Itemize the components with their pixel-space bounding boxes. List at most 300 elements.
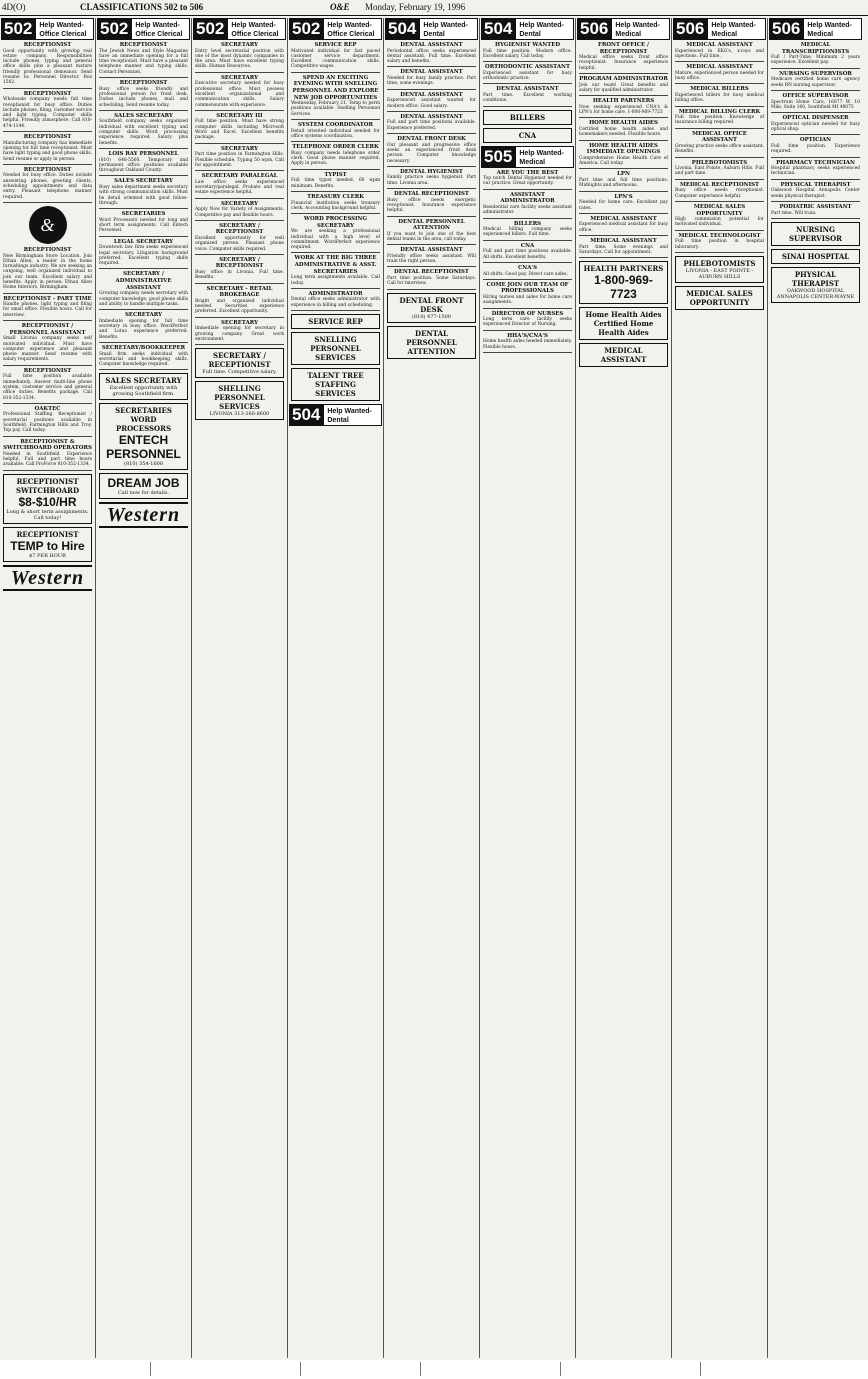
ad-title: SECRETARY <box>221 74 258 81</box>
ad-divider <box>99 208 188 209</box>
ad-title: WORD PROCESSING SECRETARY <box>303 216 368 229</box>
classified-column <box>193 18 286 1358</box>
ad-divider <box>195 72 284 73</box>
classified-ad <box>291 42 380 70</box>
column-divider <box>479 18 480 1358</box>
ad-body: Small Livonia company seeks self motivated individual. Must have computer experience and pleasant phone manner. Send resume with salary requirements. <box>3 336 92 363</box>
registration-mark <box>420 1362 427 1376</box>
ad-title: OFFICE SUPERVISOR <box>782 92 849 99</box>
section-number: 506 <box>673 18 707 40</box>
display-ad-heading: HEALTH PARTNERS <box>583 264 664 274</box>
ad-divider <box>579 117 668 118</box>
ad-title: MEDICAL OFFICE ASSISTANT <box>692 130 747 144</box>
classified-ad <box>99 113 188 146</box>
ad-body: Detail oriented individual needed for office systems coordination. <box>291 128 380 139</box>
paper-name: O&E <box>330 2 350 12</box>
ad-body: Full time position. Experience required. <box>771 143 860 155</box>
display-ad-text: (810) 477-1500 <box>412 313 451 320</box>
classified-ad <box>3 406 92 434</box>
classified-ad <box>195 286 284 315</box>
ad-divider <box>579 95 668 96</box>
ad-divider <box>579 168 668 169</box>
ad-body: Home health aides needed immediately. Flexible hours. <box>483 339 573 350</box>
ad-title: DENTAL ASSISTANT <box>400 113 463 120</box>
ad-divider <box>579 73 668 74</box>
ad-divider <box>579 235 668 236</box>
classified-ad <box>99 239 188 267</box>
ad-body: Busy office needs receptionist. Computer experience helpful. <box>675 188 764 199</box>
classified-column <box>97 18 190 1358</box>
classified-ad <box>99 345 188 367</box>
section-label: Help Wanted-Dental <box>419 18 478 40</box>
ad-title: HOME HEALTH AIDES <box>589 120 658 127</box>
ad-divider <box>387 166 476 167</box>
classified-ad <box>291 144 380 166</box>
classified-column <box>385 18 478 1358</box>
ad-title: MEDICAL TRANSCRIPTIONISTS <box>781 42 850 55</box>
ad-title: SECRETARY <box>221 145 258 152</box>
ad-title: HYGIENIST WANTED <box>494 42 561 48</box>
ad-title: SECRETARY / RECEPTIONIST <box>215 256 264 270</box>
section-label: Help Wanted-Medical <box>707 18 766 40</box>
ad-divider <box>99 369 188 370</box>
ad-title: NURSING SUPERVISOR <box>779 70 852 77</box>
ad-divider <box>483 240 572 241</box>
classified-ad <box>195 42 284 70</box>
registration-mark <box>560 1362 567 1376</box>
ad-body: Friendly office seeks assistant. Will train the right person. <box>387 253 476 265</box>
display-ad-heading: SERVICE REP <box>308 317 363 327</box>
ad-body: Needed for busy office. Duties include answering phones, greeting clients, scheduling appointments and data entry. Pleasant telephone manner required. <box>3 173 92 200</box>
ad-divider <box>195 110 284 111</box>
classified-ad <box>291 75 380 117</box>
ad-title: MEDICAL TECHNOLOGIST <box>678 232 761 239</box>
ad-divider <box>99 148 188 149</box>
display-ad-box <box>771 249 860 264</box>
classified-ad <box>195 146 284 168</box>
ad-body: Spectrum Home Care, 16877 W. 10 Mile, Suite 100, Southfield MI 48075 <box>771 99 860 110</box>
ad-divider <box>291 169 380 170</box>
ad-divider <box>771 201 860 202</box>
page-header <box>0 0 868 14</box>
ad-title: DIRECTOR OF NURSES <box>491 310 564 317</box>
display-ad-box <box>195 381 284 420</box>
classified-column <box>769 18 862 1358</box>
ad-divider <box>483 262 572 263</box>
ad-title: SECRETARY <box>221 200 258 207</box>
display-ad-text: LIVONIA 313-266-8600 <box>209 411 270 418</box>
ad-divider <box>195 283 284 284</box>
display-ad-box <box>579 307 668 340</box>
display-ad-text: (810) 354-1600 <box>124 461 163 468</box>
classified-ad <box>387 219 476 243</box>
ad-body: Residential care facility seeks assistant administrator. <box>483 204 572 216</box>
classified-ad <box>675 131 764 155</box>
classified-ad <box>291 291 380 308</box>
classified-ad <box>3 134 92 162</box>
classified-ad <box>771 204 860 216</box>
display-ad-headline: DREAM JOB <box>107 476 180 491</box>
classified-ad <box>771 93 860 110</box>
display-ad-text: OAKWOOD HOSPITAL ANNAPOLIS CENTER-WAYNE <box>776 287 855 300</box>
ad-body: Long term assignments available. Call today. <box>291 275 380 286</box>
ad-divider <box>195 344 284 345</box>
classified-ad <box>99 151 188 173</box>
ad-divider <box>3 365 92 366</box>
ad-body: Experienced medical assistant for busy office. <box>579 222 668 233</box>
ad-body: Full time position available immediately. Answer multi-line phone system, customer service and general office duties. Benefits package. Call 810-352-1334. <box>3 374 92 401</box>
classified-ad <box>579 143 668 167</box>
ad-body: (810) 646-5560. Temporary and permanent office positions available throughout Oakland County. <box>99 157 188 174</box>
classified-ad <box>771 160 860 177</box>
display-ad-headline: 1-800-969-7723 <box>594 273 653 302</box>
ad-divider <box>675 128 764 129</box>
classified-ad <box>3 296 92 318</box>
ad-title: COME JOIN OUR TEAM OF PROFESSIONALS <box>486 281 569 295</box>
ad-title: SECRETARY PARALEGAL <box>201 173 278 180</box>
ad-body: Part time. Will train. <box>771 210 817 216</box>
ad-divider <box>483 308 572 309</box>
ad-body: Full / Part-Time. Minimum 2 years experience. Excellent pay. <box>771 55 860 66</box>
ad-divider <box>195 198 284 199</box>
ad-divider <box>3 202 92 203</box>
ad-body: Southfield company seeks organized individual with excellent typing and computer skills. Word processing experience required. Salary plus benefits. <box>99 119 188 146</box>
ad-title: BILLERS <box>513 220 542 227</box>
classified-ad <box>483 64 572 81</box>
section-banner <box>481 146 574 168</box>
classified-ad <box>675 204 764 228</box>
ad-title: OPTICAL DISPENSER <box>782 115 849 122</box>
classified-ad <box>99 211 188 233</box>
ad-divider <box>771 112 860 113</box>
ad-divider <box>483 61 572 62</box>
section-title: CLASSIFICATIONS 502 to 506 <box>80 2 204 12</box>
column-divider <box>383 18 384 1358</box>
ad-body: Livonia, East Pointe, Auburn Hills. Full and part time. <box>675 166 764 177</box>
ad-divider <box>675 83 764 84</box>
ad-divider <box>387 289 476 290</box>
ad-body: Hiring nurses and aides for home care assignments. <box>483 294 572 306</box>
section-label: Help Wanted-Medical <box>803 18 862 40</box>
ad-title: MEDICAL ASSISTANT <box>686 64 753 71</box>
classified-ad <box>483 170 572 187</box>
section-label: Help Wanted-Medical <box>611 18 670 40</box>
ad-body: Wholesale company needs full time receptionist for busy office. Duties include phones, filing, customer service and light typing. Computer skills helpful. Friendly atmosphere. Call 810-474-1144. <box>3 97 92 129</box>
ad-title: LOIS RAY PERSONNEL <box>108 150 179 157</box>
ad-title: DENTAL ASSISTANT <box>400 69 463 76</box>
classified-ad <box>387 92 476 109</box>
display-ad-box <box>3 527 92 562</box>
classified-ad <box>579 194 668 211</box>
ad-divider <box>99 110 188 111</box>
ad-title: RECEPTIONIST <box>23 42 72 48</box>
classified-ad <box>771 42 860 66</box>
display-ad-heading: SNELLING PERSONNEL SERVICES <box>310 335 361 363</box>
ad-body: Full time typist needed. 60 wpm minimum. Benefits. <box>291 178 380 189</box>
ad-body: Experienced in EKG's, x-rays and injections. Full time. <box>675 48 764 59</box>
classified-ad <box>771 71 860 88</box>
ad-title: HOME HEALTH AIDES IMMEDIATE OPENINGS <box>586 142 661 156</box>
ad-body: Part time. Some evenings and Saturdays. Call for appointment. <box>579 244 668 255</box>
ad-body: Experienced assistant for busy orthodontic practice. <box>483 70 572 82</box>
ad-title: MEDICAL ASSISTANT <box>686 42 753 48</box>
registration-mark <box>700 1362 707 1376</box>
classified-ad <box>291 122 380 139</box>
ad-divider <box>291 141 380 142</box>
section-banner <box>193 18 286 40</box>
ad-divider <box>291 191 380 192</box>
ad-title: PHYSICAL THERAPIST <box>780 181 851 188</box>
ad-body: Comprehensive Home Health Care of America. Call today. <box>579 155 668 167</box>
ad-body: Full time position. Must have strong computer skills including Microsoft Word and Excel. Excellent benefits package. <box>195 119 284 141</box>
column-divider <box>287 18 288 1358</box>
display-ad-text: $7 PER HOUR <box>29 552 66 559</box>
ad-divider <box>387 244 476 245</box>
ad-body: Experienced assistant wanted for modern office. Good salary. <box>387 98 476 109</box>
ad-divider <box>483 83 572 84</box>
display-ad-heading: PHYSICAL THERAPIST <box>791 269 840 288</box>
ad-body: Full time position. Knowledge of insurance billing required. <box>675 115 764 126</box>
ad-body: Busy sales department seeks secretary with strong communication skills. Must be detail oriented with good follow-through. <box>99 185 188 206</box>
section-banner <box>1 18 94 40</box>
ad-body: Medical billing company seeks experienced billers. Full time. <box>483 227 572 238</box>
ad-divider <box>579 213 668 214</box>
ad-divider <box>3 403 92 404</box>
ad-title: TYPIST <box>324 171 347 178</box>
display-ad-heading: MEDICAL SALES OPPORTUNITY <box>686 288 753 307</box>
ad-title: PHLEBOTOMISTS <box>691 159 748 166</box>
ad-divider <box>579 257 668 258</box>
column-divider <box>671 18 672 1358</box>
registration-mark <box>150 1362 157 1376</box>
ad-title: OAKTEC <box>34 405 61 412</box>
ad-title: SPEND AN EXCITING EVENING WITH SNELLING PERSONNEL AND EXPLORE NEW JOB OPPORTUNITIES <box>292 74 379 101</box>
ad-body: Experienced billers for busy medical billing office. <box>675 92 764 104</box>
ad-title: SALES SECRETARY <box>114 178 173 185</box>
ad-body: If you want to join one of the best dental teams in the area, call today. <box>387 231 476 242</box>
ad-divider <box>675 157 764 158</box>
ad-body: Financial institution seeks treasury clerk. Accounting background helpful. <box>291 200 380 211</box>
ad-divider <box>291 119 380 120</box>
ad-body: Executive secretary needed for busy professional office. Must possess excellent organizational and communication skills. Salary commensurate with experience. <box>195 81 284 108</box>
ad-body: Small firm seeks individual with secretarial and bookkeeping skills. Computer knowledge required. <box>99 351 188 368</box>
display-ad-box <box>771 222 860 246</box>
display-ad-box <box>99 373 188 400</box>
ad-title: PHARMACY TECHNICIAN <box>776 159 855 166</box>
ad-title: DENTAL RECEPTIONIST <box>394 191 469 198</box>
ad-body: Good opportunity with growing real estate company. Responsibilities include phones, typing and general office skills plus a pleasant mature friendly professional demeanor. Send resume to: Personnel Director, Box 1502. <box>3 48 92 86</box>
ad-body: Professional Staffing. Receptionist / secretarial positions available in Southfield, Farmington Hills and Troy. Top pay. Call today. <box>3 412 92 434</box>
display-ad-heading: SHELLING PERSONNEL SERVICES <box>214 384 265 412</box>
ad-body: Immediate opening for secretary in growing company. Great work environment. <box>195 326 284 342</box>
ad-title: CNA <box>520 242 535 249</box>
ad-body: We are seeking a professional individual with a high level of commitment. WordPerfect experience required. <box>291 229 380 251</box>
ad-divider <box>483 106 572 107</box>
ad-title: SECRETARY <box>221 319 258 326</box>
classified-ad <box>3 439 92 468</box>
page-number: 4D(O) <box>2 2 26 12</box>
classified-ad <box>387 191 476 213</box>
ad-divider <box>195 317 284 318</box>
classified-ad <box>771 182 860 199</box>
ad-body: Family practice seeks hygienist. Part time. Livonia area. <box>387 175 476 186</box>
ad-divider <box>483 330 572 331</box>
ad-title: MEDICAL ASSISTANT <box>590 215 657 222</box>
ad-body: Immediate opening for full time secretary in busy office. WordPerfect and Lotus experience preferred. Benefits. <box>99 318 188 340</box>
ad-title: PODIATRIC ASSISTANT <box>779 203 852 210</box>
ad-title: LPN <box>617 171 630 178</box>
ad-title: SECRETARY / RECEPTIONIST <box>215 222 264 236</box>
ad-body: New Birmingham Store Location. Join Ethan Allen, a leader in the home furnishings industry. We are seeking an outgoing, well organized individual to join our team. Excellent salary and benefits. Apply in person: Ethan Allen Home Interiors, Birmingham. <box>3 253 92 291</box>
classified-ad <box>3 42 92 86</box>
display-ad-box <box>483 110 572 125</box>
display-ad-heading: RECEPTIONIST SWITCHBOARD <box>15 476 80 495</box>
ad-divider <box>387 266 476 267</box>
ad-body: Apply Now for Variety of Assignments. Competitive pay and flexible hours. <box>195 207 284 218</box>
ad-body: Busy company needs telephone order clerk. Good phone manner required. Apply in person. <box>291 150 380 167</box>
ad-divider <box>3 436 92 437</box>
column-divider <box>95 18 96 1358</box>
ad-divider <box>195 143 284 144</box>
display-ad-heading: NURSING SUPERVISOR <box>788 224 842 243</box>
ad-title: HHA'S/CNA'S <box>507 332 548 339</box>
ad-title: RECEPTIONIST <box>23 134 72 141</box>
classified-ad <box>675 160 764 177</box>
ad-body: Part time position in Farmington Hills. Flexible schedule. Typing 50 wpm. Call for appointment. <box>195 152 284 168</box>
ad-divider <box>195 220 284 221</box>
ad-title: LEGAL SECRETARY <box>113 238 174 245</box>
classified-ad <box>3 247 92 291</box>
ad-title: RECEPTIONIST <box>23 367 72 374</box>
ad-divider <box>387 216 476 217</box>
ad-divider <box>3 293 92 294</box>
ad-body: Join our team! Great benefits and salary for qualified administrator. <box>579 82 668 93</box>
ad-title: MEDICAL BILLERS <box>690 86 749 93</box>
section-number: 502 <box>97 18 131 40</box>
section-banner <box>385 18 478 40</box>
ad-title: SECRETARY/BOOKKEEPER <box>101 344 186 351</box>
ad-title: TREASURY CLERK <box>307 193 364 200</box>
ad-body: Wednesday, February 21. Temp to perm positions available. Snelling Personnel Services. <box>291 101 380 117</box>
ad-divider <box>3 164 92 165</box>
ad-divider <box>579 140 668 141</box>
section-number: 504 <box>289 404 323 426</box>
classified-ad <box>675 86 764 103</box>
ad-divider <box>675 61 764 62</box>
ad-body: Full and part time positions available. Experience preferred. <box>387 120 476 131</box>
ad-divider <box>291 213 380 214</box>
ad-title: SYSTEM COORDINATOR <box>298 122 373 129</box>
ad-divider <box>675 106 764 107</box>
ad-divider <box>3 88 92 89</box>
ad-body: Oakwood Hospital Annapolis Center seeks physical therapist. <box>771 188 860 199</box>
ad-divider <box>387 89 476 90</box>
classified-ad <box>579 171 668 188</box>
display-ad-box <box>3 474 92 524</box>
classified-ad <box>99 271 188 307</box>
staffing-logo: Western <box>3 565 92 591</box>
ad-body: Busy office needs energetic receptionist. Insurance experience helpful. <box>387 197 476 214</box>
section-number: 506 <box>577 18 611 40</box>
header-rule <box>0 15 868 16</box>
classified-ad <box>675 182 764 199</box>
display-ad-heading: PHLEBOTOMISTS <box>683 258 756 268</box>
display-ad-box <box>675 256 764 283</box>
ad-title: SECRETARY III <box>216 112 263 119</box>
classified-ad <box>99 312 188 340</box>
classified-ad <box>579 98 668 115</box>
ad-body: Long term care facility seeks experienced Director of Nursing. <box>483 317 572 328</box>
section-label: Help Wanted-Dental <box>323 404 382 426</box>
display-ad-text: Call now for details. <box>117 490 170 497</box>
ad-title: ADMINISTRATOR <box>308 290 363 297</box>
display-ad-box <box>675 286 764 310</box>
ad-divider <box>99 175 188 176</box>
classified-ad <box>387 136 476 164</box>
ad-title: RECEPTIONIST <box>23 166 72 173</box>
ad-body: Part time. Excellent working conditions. <box>483 92 572 104</box>
ad-divider <box>579 191 668 192</box>
ad-title: RECEPTIONIST <box>23 90 72 97</box>
classified-ad <box>675 42 764 59</box>
display-ad-box <box>99 473 188 499</box>
ad-title: DENTAL ASSISTANT <box>400 42 463 48</box>
ad-divider <box>99 236 188 237</box>
column-divider <box>575 18 576 1358</box>
section-number: 506 <box>769 18 803 40</box>
ad-body: Our pleasant and progressive office seeks an experienced front desk person. Computer knowledge necessary. <box>387 142 476 164</box>
classified-ad <box>3 167 92 200</box>
ad-body: Word Processors needed for long and short term assignments. Call Entech Personnel. <box>99 217 188 234</box>
ad-title: RECEPTIONIST <box>119 42 168 48</box>
display-ad-box <box>771 267 860 303</box>
display-ad-box <box>99 403 188 470</box>
display-ad-box <box>483 128 572 143</box>
classified-ad <box>579 238 668 255</box>
display-ad-box <box>291 332 380 365</box>
ad-title: SECRETARY / ADMINISTRATIVE ASSISTANT <box>115 271 172 291</box>
ad-title: DENTAL ASSISTANT <box>496 86 559 93</box>
ad-divider <box>483 279 572 280</box>
ad-title: LPN'S <box>614 193 633 200</box>
ad-body: Periodontal office seeks experienced dental assistant. Full time. Excellent salary and benefits. <box>387 48 476 65</box>
display-ad-box <box>291 314 380 329</box>
ad-title: CNA'S <box>518 264 537 271</box>
ad-title: SALES SECRETARY <box>114 112 173 119</box>
section-banner <box>289 404 382 426</box>
display-ad-text: Long & short term assignments. Call today! <box>6 508 89 521</box>
classified-ad <box>675 64 764 81</box>
display-ad-heading: DENTAL FRONT DESK <box>399 295 464 314</box>
ad-body: Excellent opportunity for well organized person. Pleasant phone voice. Computer skills required. <box>195 235 284 252</box>
display-ad-heading: SECRETARIES WORD PROCESSORS <box>115 406 172 434</box>
ad-divider <box>99 342 188 343</box>
section-banner <box>769 18 862 40</box>
ad-body: Motivated individual for fast paced customer service department. Excellent communication skills. Competitive wages. <box>291 48 380 70</box>
classified-ad <box>291 172 380 189</box>
ad-title: RECEPTIONIST <box>23 246 72 253</box>
ad-body: Part time position. Some Saturdays. Call for interview. <box>387 276 476 287</box>
ad-body: Needed for home care. Excellent pay rates. <box>579 200 668 211</box>
classified-ad <box>483 192 572 216</box>
classified-ad <box>483 243 572 260</box>
classified-ad <box>579 216 668 233</box>
classified-ad <box>675 109 764 126</box>
section-banner <box>289 18 382 40</box>
ad-title: ORTHODONTIC ASSISTANT <box>485 64 570 71</box>
classified-ad <box>483 221 572 238</box>
ad-title: DENTAL HYGIENIST <box>400 168 463 175</box>
